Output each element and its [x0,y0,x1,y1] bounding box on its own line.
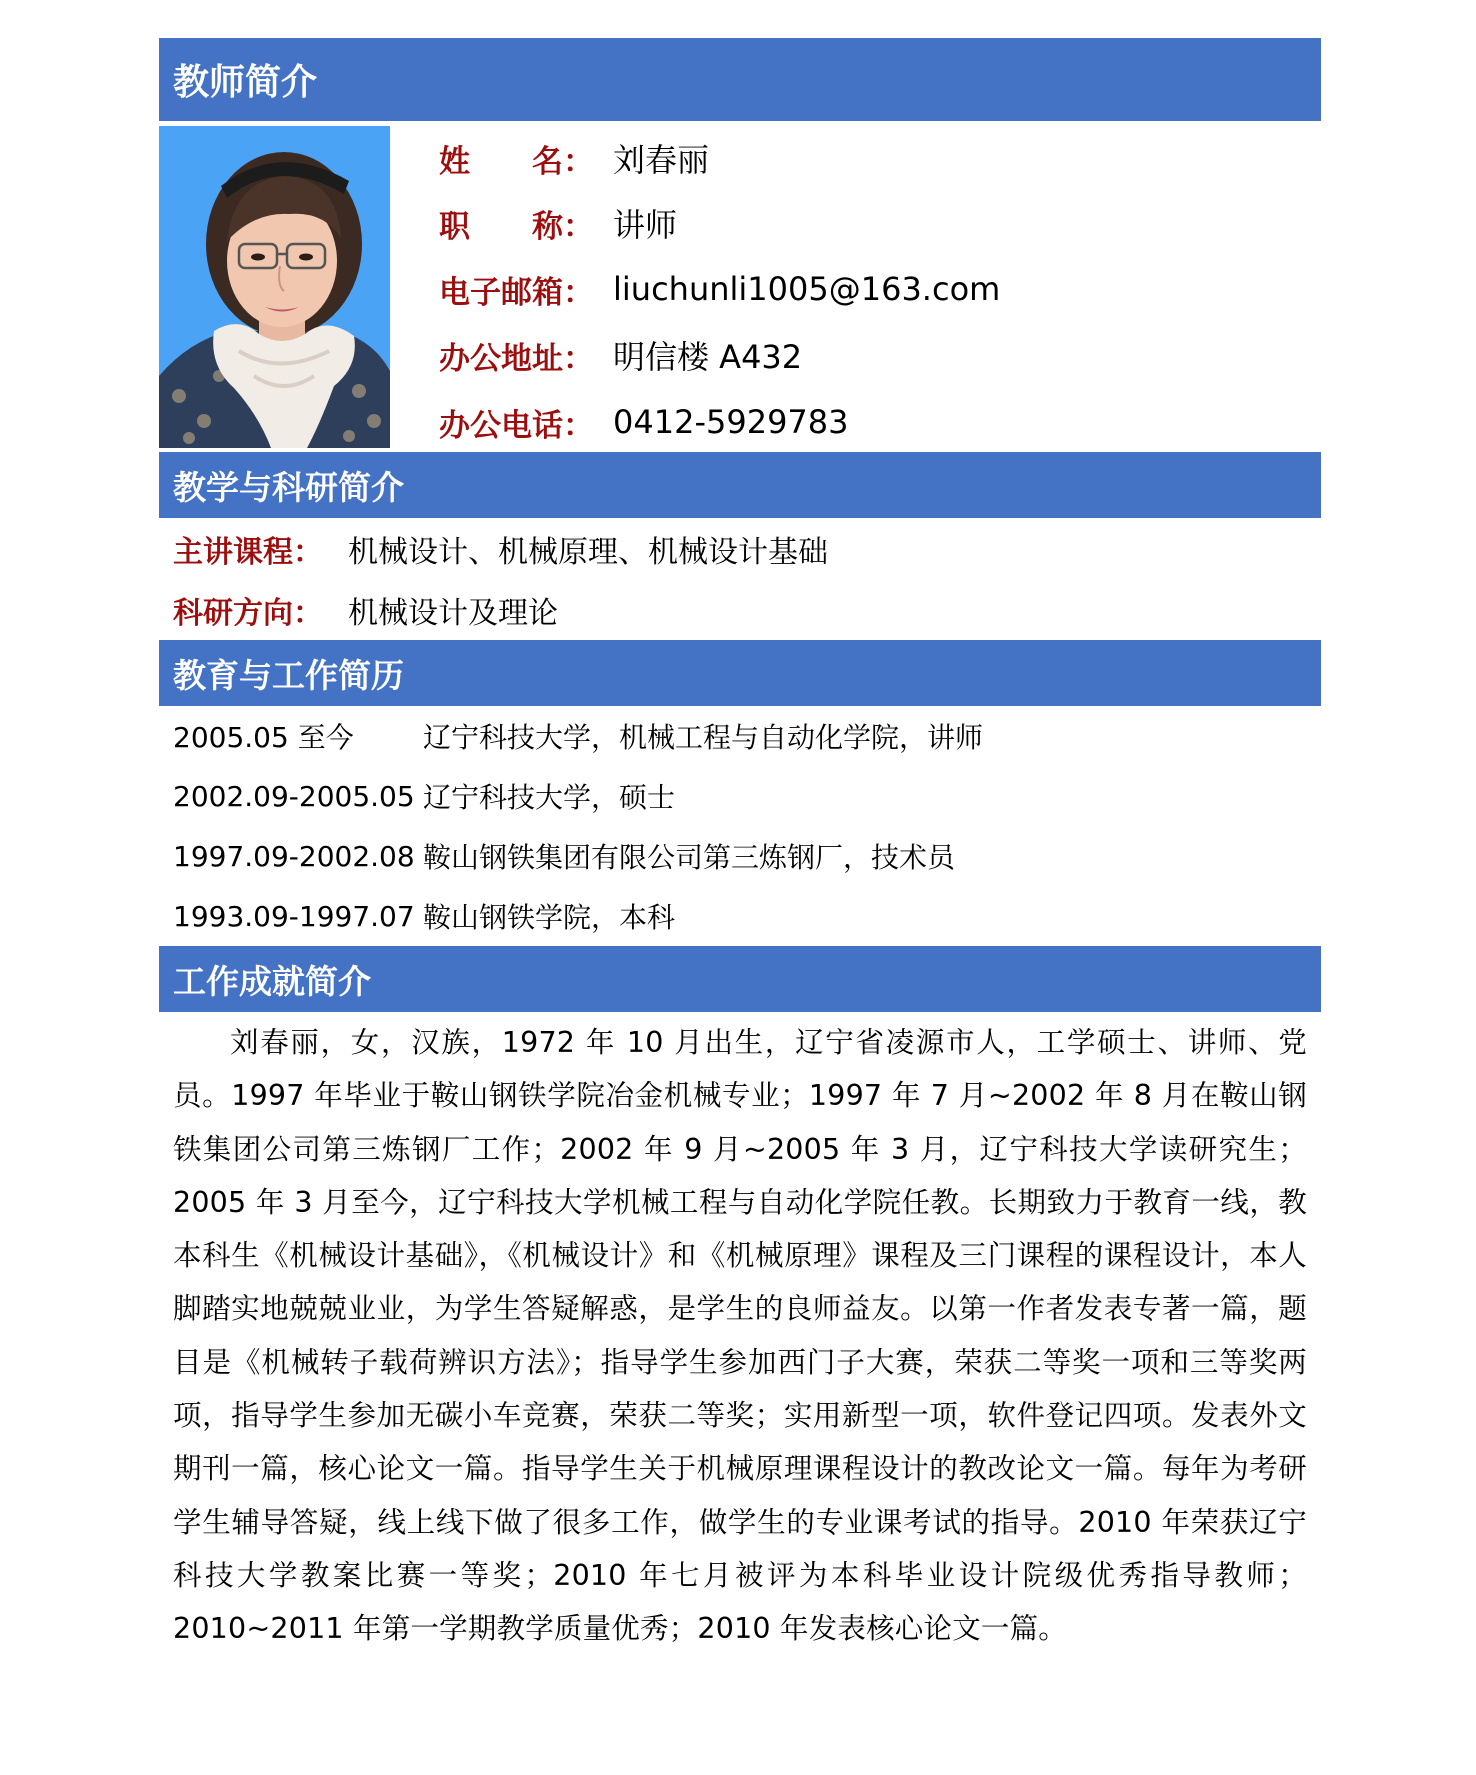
profile-office-label: 办公地址： [439,340,594,377]
profile-name-label: 姓 名： [439,143,594,180]
profile-office-row [439,335,802,375]
profile-phone-value: 0412-5929783 [613,403,849,441]
profile-title-row [439,203,677,243]
section-header-teaching: 教学与科研简介 [159,452,1321,518]
research-direction-value: 机械设计及理论 [348,595,558,631]
profile-name-row [439,138,709,178]
education-desc: 辽宁科技大学，硕士 [423,781,676,814]
teaching-courses-value: 机械设计、机械原理、机械设计基础 [348,534,828,570]
education-period: 1997.09-2002.08 [173,839,415,873]
profile-email-value[interactable]: liuchunli1005@163.com [613,270,1001,308]
profile-phone-label: 办公电话： [439,407,594,444]
teacher-portrait-photo [159,126,390,448]
section-header-achievement: 工作成就简介 [159,946,1321,1012]
education-row [159,826,1321,886]
research-direction-row [159,579,1321,640]
education-desc: 辽宁科技大学，机械工程与自动化学院，讲师 [423,721,984,754]
profile-email-row [439,269,1000,309]
education-row [159,886,1321,946]
education-desc: 鞍山钢铁集团有限公司第三炼钢厂，技术员 [423,841,956,874]
achievement-paragraph: 刘春丽，女，汉族，1972 年 10 月出生，辽宁省凌源市人，工学硕士、讲师、党员。1997 年毕业于鞍山钢铁学院冶金机械专业；1997 年 7 月~2002 年 8 月在鞍山钢铁集团公司第三炼钢厂工作；2002 年 9 月~2005 年 3 月，辽宁科技大学读研究生；2005 年 3 月至今，辽宁科技大学机械工程与自动化学院任教。长期致力于教育一线，教本科生《机械设计基础》，《机械设计》和《机械原理》课程及三门课程的课程设计，本人脚踏实地兢兢业业，为学生答疑解惑，是学生的良师益友。以第一作者发表专著一篇，题目是《机械转子载荷辨识方法》；指导学生参加西门子大赛，荣获二等奖一项和三等奖两项，指导学生参加无碳小车竞赛，荣获二等奖；实用新型一项，软件登记四项。发表外文期刊一篇，核心论文一篇。指导学生关于机械原理课程设计的教改论文一篇。每年为考研学生辅导答疑，线上线下做了很多工作，做学生的专业课考试的指导。2010 年荣获辽宁科技大学教案比赛一等奖；2010 年七月被评为本科毕业设计院级优秀指导教师；2010~2011 年第一学期教学质量优秀；2010 年发表核心论文一篇。 [173,1026,1307,1646]
profile-block [159,121,1321,452]
education-row [159,706,1321,766]
education-period: 2002.09-2005.05 [173,779,415,813]
resume-page [159,38,1321,1656]
profile-title-value: 讲师 [613,206,678,244]
profile-title-label: 职 称： [439,208,594,245]
research-direction-label: 科研方向： [173,595,323,631]
profile-name-value: 刘春丽 [613,141,710,179]
teaching-courses-row [159,518,1321,579]
education-period: 1993.09-1997.07 [173,899,415,933]
education-row [159,766,1321,826]
profile-phone-row [439,402,849,442]
section-header-intro: 教师简介 [159,38,1321,121]
teaching-courses-label: 主讲课程： [173,534,323,570]
education-desc: 鞍山钢铁学院，本科 [423,901,676,934]
education-period: 2005.05 至今 [173,721,354,754]
profile-email-label: 电子邮箱： [439,274,594,311]
section-header-education: 教育与工作简历 [159,640,1321,706]
profile-office-value: 明信楼 A432 [613,338,803,376]
